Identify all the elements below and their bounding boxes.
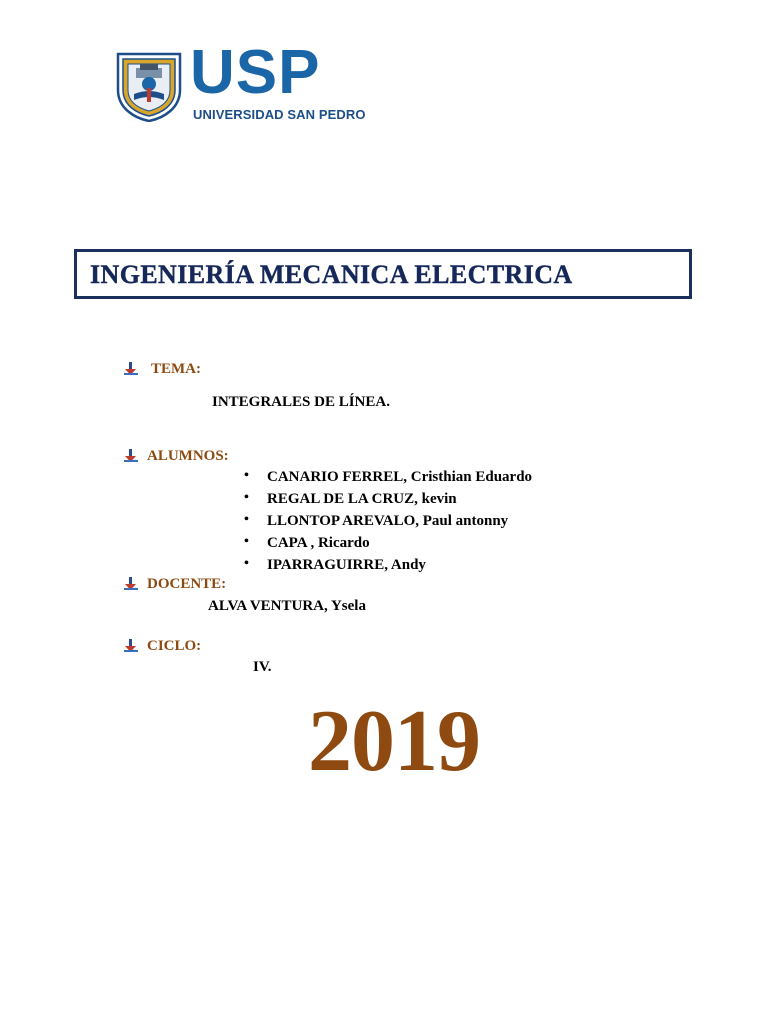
arrow-down-marker-icon — [124, 449, 138, 463]
university-logo — [112, 38, 392, 124]
arrow-down-marker-icon — [124, 577, 138, 591]
page-title: INGENIERÍA MECANICA ELECTRICA — [90, 260, 573, 289]
list-item: CAPA , Ricardo — [267, 535, 370, 551]
tema-label: TEMA: — [151, 361, 201, 377]
ciclo-value: IV. — [253, 659, 272, 675]
title-box — [74, 249, 692, 299]
brand-wordmark: USP — [190, 38, 321, 107]
year: 2019 — [308, 693, 480, 790]
list-item: IPARRAGUIRRE, Andy — [267, 557, 426, 573]
bullet-icon: • — [244, 534, 249, 549]
list-item: REGAL DE LA CRUZ, kevin — [267, 491, 457, 507]
university-seal-icon — [112, 50, 186, 122]
bullet-icon: • — [244, 468, 249, 483]
docente-value: ALVA VENTURA, Ysela — [208, 598, 366, 614]
bullet-icon: • — [244, 556, 249, 571]
ciclo-label: CICLO: — [147, 638, 202, 654]
list-item: LLONTOP AREVALO, Paul antonny — [267, 513, 509, 529]
bullet-icon: • — [244, 490, 249, 505]
university-name: UNIVERSIDAD SAN PEDRO — [193, 107, 366, 122]
docente-label: DOCENTE: — [147, 576, 227, 592]
arrow-down-marker-icon — [124, 639, 138, 653]
tema-value: INTEGRALES DE LÍNEA. — [212, 394, 390, 410]
alumnos-label: ALUMNOS: — [147, 448, 229, 464]
arrow-down-marker-icon — [124, 362, 138, 376]
list-item: CANARIO FERREL, Cristhian Eduardo — [267, 469, 533, 485]
bullet-icon: • — [244, 512, 249, 527]
